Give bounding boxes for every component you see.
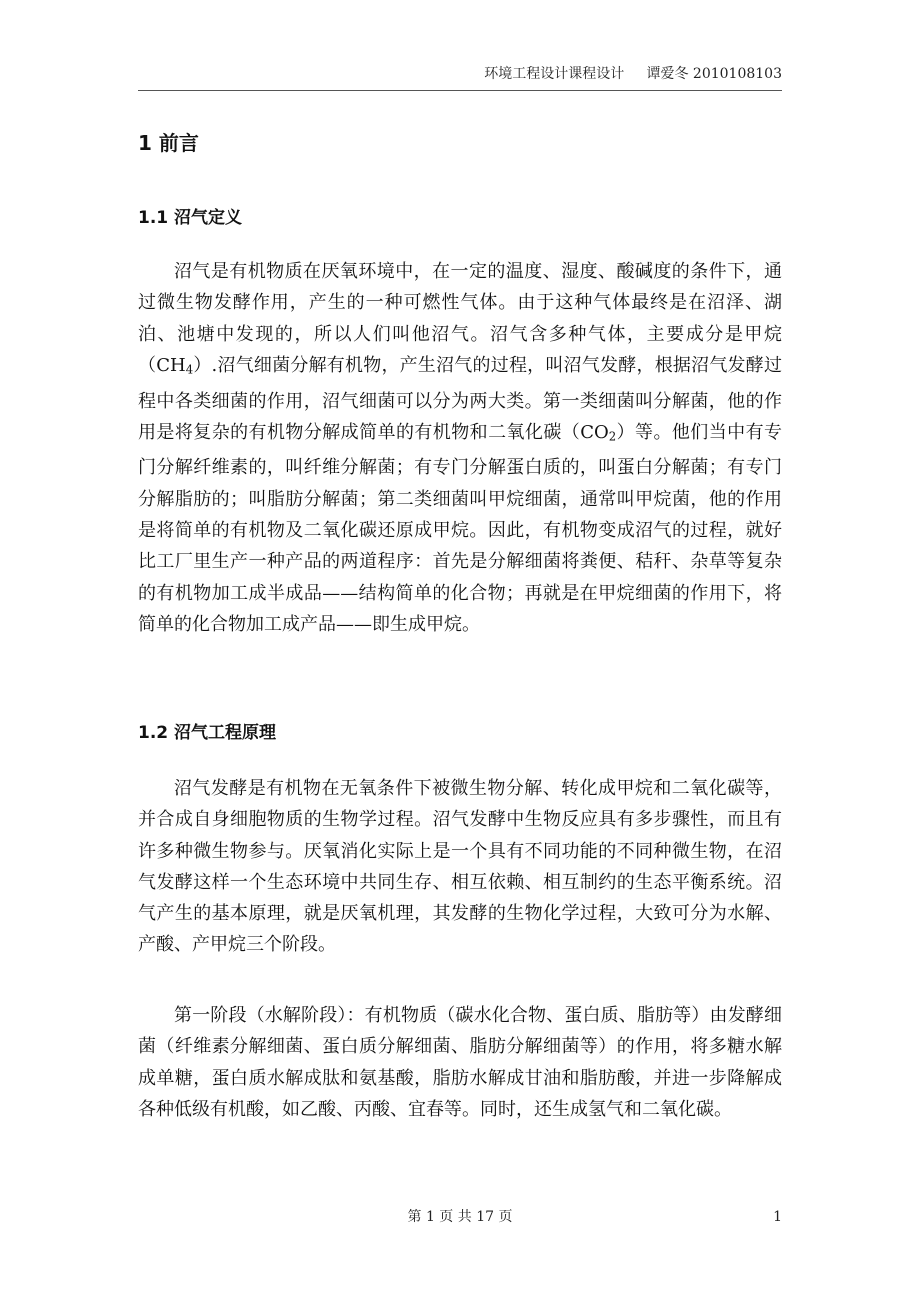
- section-title-1-2: 1.2 沼气工程原理: [138, 723, 277, 743]
- text-run: 沼气是有机物质在厌氧环境中，在一定的温度、湿度、酸碱度的条件下，通过微生物发酵作用，产生的一种可燃性气体。由于这种气体最终是在沼泽、湖泊、池塘中发现的，所以人们叫他沼气。沼气含多种气体，主要成分是甲烷（CH: [138, 261, 782, 376]
- paragraph-biogas-definition: [138, 256, 782, 640]
- running-header: 环境工程设计课程设计 谭爱冬 2010108103: [484, 66, 782, 82]
- section-title-1-1: 1.1 沼气定义: [138, 208, 243, 228]
- header-divider: [138, 90, 782, 91]
- text-run: ）.沼气细菌分解有机物，产生沼气的过程，叫沼气发酵，根据沼气发酵过程中各类细菌的作用，沼气细菌可以分为两大类。第一类细菌叫分解菌，他的作用是将复杂的有机物分解成简单的有机物和二氧化碳（CO: [138, 354, 782, 443]
- page-number: 1: [773, 1209, 782, 1225]
- text-run: ）等。他们当中有专门分解纤维素的，叫纤维分解菌；有专门分解蛋白质的，叫蛋白分解菌；有专门分解脂肪的；叫脂肪分解菌；第二类细菌叫甲烷细菌，通常叫甲烷菌，他的作用是将简单的有机物及二氧化碳还原成甲烷。因此，有机物变成沼气的过程，就好比工厂里生产一种产品的两道程序：首先是分解细菌将粪便、秸秆、杂草等复杂的有机物加工成半成品——结构简单的化合物；再就是在甲烷细菌的作用下，将简单的化合物加工成产品——即生成甲烷。: [138, 421, 782, 635]
- subscript: 2: [608, 429, 617, 444]
- chapter-title: 1 前言: [138, 131, 199, 155]
- page-footer: 第 1 页 共 17 页: [407, 1209, 513, 1225]
- subscript: 4: [185, 362, 194, 377]
- paragraph-hydrolysis-stage: 第一阶段（水解阶段）：有机物质（碳水化合物、蛋白质、脂肪等）由发酵细菌（纤维素分解细菌、蛋白质分解细菌、脂肪分解细菌等）的作用，将多糖水解成单糖，蛋白质水解成肽和氨基酸，脂肪水解成甘油和脂肪酸，并进一步降解成各种低级有机酸，如乙酸、丙酸、宜春等。同时，还生成氢气和二氧化碳。: [138, 1005, 782, 1120]
- paragraph-engineering-principle: 沼气发酵是有机物在无氧条件下被微生物分解、转化成甲烷和二氧化碳等，并合成自身细胞物质的生物学过程。沼气发酵中生物反应具有多步骤性，而且有许多种微生物参与。厌氧消化实际上是一个具有不同功能的不同种微生物，在沼气发酵这样一个生态环境中共同生存、相互依赖、相互制约的生态平衡系统。沼气产生的基本原理，就是厌氧机理，其发酵的生物化学过程，大致可分为水解、产酸、产甲烷三个阶段。: [138, 778, 782, 956]
